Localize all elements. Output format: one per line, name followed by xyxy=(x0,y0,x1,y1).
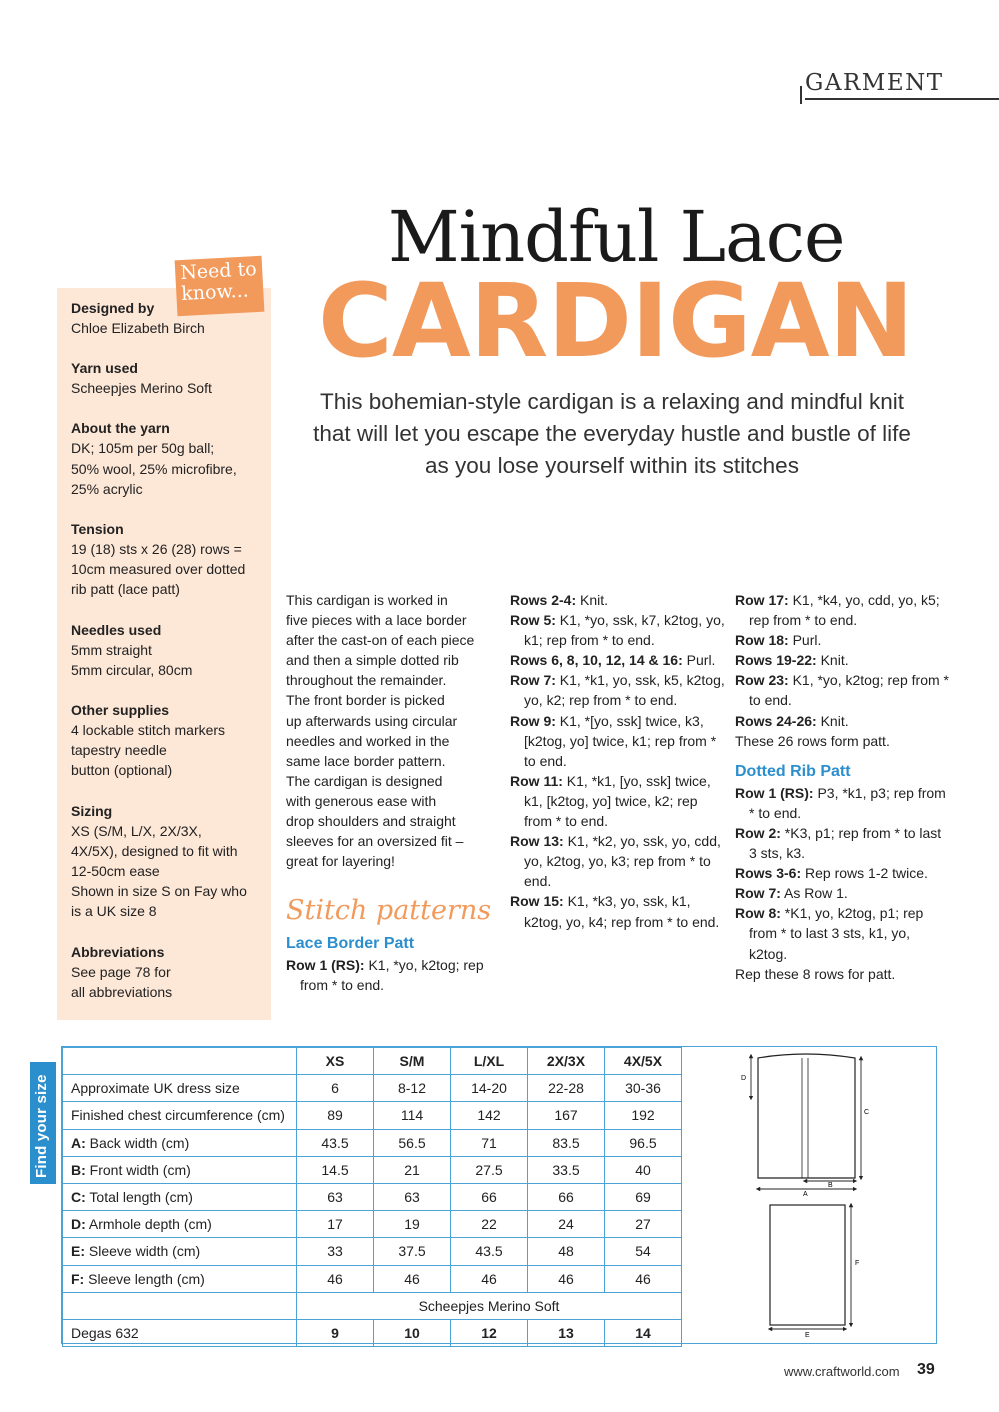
paragraph-line: The front border is picked xyxy=(286,692,445,709)
paragraph-line: with generous ease with xyxy=(286,792,437,809)
find-your-size-label: Find your size xyxy=(33,1074,50,1178)
measurement-value: 22 xyxy=(451,1211,528,1238)
info-line: Scheepjes Merino Soft xyxy=(71,380,212,397)
measurement-label xyxy=(63,1238,297,1265)
measurement-value: 40 xyxy=(605,1156,682,1183)
row-label: Row 9: xyxy=(510,712,556,729)
pattern-row xyxy=(510,711,725,771)
info-block xyxy=(71,418,271,499)
dotted-rib-rows xyxy=(735,783,950,964)
info-block xyxy=(71,519,271,600)
measurement-value: 24 xyxy=(528,1211,605,1238)
info-block xyxy=(71,801,271,922)
pattern-row xyxy=(510,610,725,650)
info-block xyxy=(71,700,271,781)
label-b: B xyxy=(828,1182,833,1189)
measurement-name: Front width (cm) xyxy=(85,1161,191,1178)
measurement-label xyxy=(63,1156,297,1183)
measurement-value: 17 xyxy=(297,1211,374,1238)
measurement-value: 22-28 xyxy=(528,1075,605,1102)
measurement-value: 63 xyxy=(297,1183,374,1210)
info-line: 5mm circular, 80cm xyxy=(71,661,193,678)
stitch-patterns-heading: Stitch patterns xyxy=(286,895,492,927)
measurement-value: 46 xyxy=(297,1265,374,1292)
measurement-value: 48 xyxy=(528,1238,605,1265)
measurement-value: 33.5 xyxy=(528,1156,605,1183)
measurement-value: 69 xyxy=(605,1183,682,1210)
ball-count: 14 xyxy=(605,1319,682,1346)
info-heading: Tension xyxy=(71,521,124,538)
pattern-row xyxy=(735,590,950,630)
measurement-name: Approximate UK dress size xyxy=(71,1080,240,1097)
dotted-rib-heading: Dotted Rib Patt xyxy=(735,762,851,780)
row-instruction: Knit. xyxy=(816,652,849,669)
lace-note: These 26 rows form patt. xyxy=(735,732,890,749)
pattern-row xyxy=(510,831,725,891)
info-line: DK; 105m per 50g ball; xyxy=(71,440,215,457)
paragraph-line: needles and worked in the xyxy=(286,732,450,749)
label-c: C xyxy=(864,1109,870,1116)
title-line-1: Mindful Lace xyxy=(388,196,845,278)
lace-rows-part-1 xyxy=(286,955,496,995)
sleeve-piece-outline xyxy=(770,1205,845,1325)
paragraph-line: The cardigan is designed xyxy=(286,772,443,789)
pattern-row xyxy=(735,670,950,710)
measurement-value: 27 xyxy=(605,1211,682,1238)
measurement-label xyxy=(63,1102,297,1129)
measurement-label xyxy=(63,1075,297,1102)
measurement-value: 21 xyxy=(374,1156,451,1183)
info-line: See page 78 for xyxy=(71,963,171,980)
badge-line-2: know... xyxy=(180,279,250,305)
title-line-2: CARDIGAN xyxy=(318,262,913,381)
shade-row xyxy=(63,1319,682,1346)
row-label: Row 8: xyxy=(735,905,781,922)
info-line: is a UK size 8 xyxy=(71,903,157,920)
info-line: rib patt (lace patt) xyxy=(71,581,180,598)
info-block xyxy=(71,942,271,1002)
yarn-name: Scheepjes Merino Soft xyxy=(297,1292,682,1319)
pattern-row xyxy=(510,891,725,931)
measurement-value: 8-12 xyxy=(374,1075,451,1102)
row-label: Row 1 (RS): xyxy=(735,784,814,801)
measurement-value: 71 xyxy=(451,1129,528,1156)
row-instruction: Purl. xyxy=(788,632,822,649)
row-instruction: K1, *k1, yo, ssk, k5, k2tog, yo, k2; rep from * to end. xyxy=(524,672,725,709)
size-table xyxy=(62,1047,682,1347)
row-instruction: Purl. xyxy=(682,652,716,669)
pattern-row xyxy=(735,783,950,823)
row-instruction: K1, *k4, yo, cdd, yo, k5; rep from * to end. xyxy=(749,592,940,629)
measurement-value: 43.5 xyxy=(297,1129,374,1156)
row-instruction: Rep rows 1-2 twice. xyxy=(801,865,928,882)
paragraph-line: up afterwards using circular xyxy=(286,712,458,729)
ball-count: 13 xyxy=(528,1319,605,1346)
size-header: XS xyxy=(297,1048,374,1075)
find-your-size-tab xyxy=(30,1062,56,1184)
row-instruction: K1, *yo, k2tog; rep from * to end. xyxy=(749,672,949,709)
measurement-value: 14.5 xyxy=(297,1156,374,1183)
label-e: E xyxy=(805,1332,810,1339)
info-heading: Needles used xyxy=(71,621,162,638)
size-header: L/XL xyxy=(451,1048,528,1075)
measurement-value: 37.5 xyxy=(374,1238,451,1265)
body-piece-outline xyxy=(758,1054,855,1178)
measurement-value: 192 xyxy=(605,1102,682,1129)
measurement-value: 46 xyxy=(374,1265,451,1292)
measurement-key: C: xyxy=(71,1189,86,1206)
measurement-key: F: xyxy=(71,1270,85,1287)
measurement-name: Sleeve width (cm) xyxy=(85,1243,201,1260)
measurement-value: 96.5 xyxy=(605,1129,682,1156)
row-label: Row 18: xyxy=(735,632,789,649)
pattern-row xyxy=(510,771,725,831)
body-column-1 xyxy=(286,590,496,996)
info-heading: Sizing xyxy=(71,802,113,819)
lace-rows-part-2 xyxy=(510,590,725,932)
measurement-value: 66 xyxy=(451,1183,528,1210)
garment-schematic xyxy=(735,1048,935,1342)
info-line: 4X/5X), designed to fit with xyxy=(71,842,238,859)
row-instruction: As Row 1. xyxy=(780,885,848,902)
row-label: Row 5: xyxy=(510,612,556,629)
table-row xyxy=(63,1156,682,1183)
measurement-value: 89 xyxy=(297,1102,374,1129)
measurement-value: 14-20 xyxy=(451,1075,528,1102)
section-rule-vertical xyxy=(800,86,802,104)
measurement-name: Armhole depth (cm) xyxy=(85,1216,212,1233)
row-label: Rows 2-4: xyxy=(510,592,577,608)
pattern-row xyxy=(510,650,725,670)
label-a: A xyxy=(803,1191,808,1198)
paragraph-line: great for layering! xyxy=(286,853,395,870)
lace-border-heading: Lace Border Patt xyxy=(286,935,415,953)
info-line: 4 lockable stitch markers xyxy=(71,722,226,739)
measurement-key: B: xyxy=(71,1161,86,1178)
table-row xyxy=(63,1265,682,1292)
table-row xyxy=(63,1211,682,1238)
info-heading: About the yarn xyxy=(71,420,170,437)
ball-count: 10 xyxy=(374,1319,451,1346)
row-label: Rows 6, 8, 10, 12, 14 & 16: xyxy=(510,652,683,669)
info-line: button (optional) xyxy=(71,762,173,779)
info-heading: Designed by xyxy=(71,300,155,316)
pattern-row xyxy=(735,863,950,883)
ball-count: 9 xyxy=(297,1319,374,1346)
measurement-value: 43.5 xyxy=(451,1238,528,1265)
paragraph-line: sleeves for an oversized fit – xyxy=(286,833,464,850)
paragraph-line: drop shoulders and straight xyxy=(286,813,456,830)
row-instruction: Knit. xyxy=(816,712,849,729)
badge-line-1: Need to xyxy=(179,258,258,285)
table-row xyxy=(63,1075,682,1102)
row-label: Row 13: xyxy=(510,833,564,850)
need-to-know-panel xyxy=(57,288,271,1020)
need-to-know-badge xyxy=(175,256,265,316)
info-line: 5mm straight xyxy=(71,641,152,658)
row-instruction: K1, *k3, yo, ssk, k1, k2tog, yo, k4; rep from * to end. xyxy=(524,893,720,930)
dotted-note: Rep these 8 rows for patt. xyxy=(735,965,896,982)
row-label: Row 15: xyxy=(510,893,564,910)
label-d: D xyxy=(741,1075,747,1082)
info-line: 50% wool, 25% microfibre, xyxy=(71,460,237,477)
pattern-row xyxy=(735,711,950,731)
info-heading: Abbreviations xyxy=(71,943,165,960)
row-instruction: K1, *yo, ssk, k7, k2tog, yo, k1; rep from * to end. xyxy=(524,612,725,649)
measurement-value: 114 xyxy=(374,1102,451,1129)
row-label: Row 11: xyxy=(510,772,563,789)
row-label: Rows 3-6: xyxy=(735,865,802,882)
info-line: Shown in size S on Fay who xyxy=(71,883,247,900)
measurement-name: Finished chest circumference (cm) xyxy=(71,1107,285,1124)
size-header: 4X/5X xyxy=(605,1048,682,1075)
row-label: Row 2: xyxy=(735,824,781,841)
pattern-row xyxy=(735,823,950,863)
paragraph-line: five pieces with a lace border xyxy=(286,612,467,629)
label-f: F xyxy=(855,1260,860,1267)
measurement-value: 19 xyxy=(374,1211,451,1238)
info-line: XS (S/M, L/X, 2X/3X, xyxy=(71,822,202,839)
paragraph-line: after the cast-on of each piece xyxy=(286,632,475,649)
measurement-label xyxy=(63,1183,297,1210)
pattern-row xyxy=(286,955,496,995)
size-header: S/M xyxy=(374,1048,451,1075)
measurement-value: 142 xyxy=(451,1102,528,1129)
row-label: Rows 24-26: xyxy=(735,712,817,729)
body-column-2 xyxy=(510,590,725,932)
footer-url: www.craftworld.com xyxy=(784,1364,900,1379)
section-rule xyxy=(805,98,999,100)
measurement-value: 6 xyxy=(297,1075,374,1102)
table-header-row xyxy=(63,1048,682,1075)
row-instruction: *K3, p1; rep from * to last 3 sts, k3. xyxy=(749,824,942,862)
measurement-value: 46 xyxy=(451,1265,528,1292)
row-label: Row 7: xyxy=(510,672,556,689)
info-block xyxy=(71,358,271,398)
info-line: 25% acrylic xyxy=(71,480,143,497)
pattern-row xyxy=(735,883,950,903)
row-instruction: K1, *[yo, ssk] twice, k3, [k2tog, yo] twice, k1; rep from * to end. xyxy=(524,712,717,769)
measurement-key: E: xyxy=(71,1243,85,1260)
paragraph-line: same lace border pattern. xyxy=(286,752,446,769)
measurement-value: 83.5 xyxy=(528,1129,605,1156)
measurement-name: Total length (cm) xyxy=(85,1189,193,1206)
info-heading: Yarn used xyxy=(71,360,138,377)
row-instruction: K1, *k2, yo, ssk, yo, cdd, yo, k2tog, yo, k3; rep from * to end. xyxy=(524,833,721,890)
measurement-label xyxy=(63,1211,297,1238)
measurement-label xyxy=(63,1265,297,1292)
row-instruction: K1, *k1, [yo, ssk] twice, k1, [k2tog, yo] twice, k2; rep from * to end. xyxy=(524,772,711,830)
measurement-value: 56.5 xyxy=(374,1129,451,1156)
page-number: 39 xyxy=(917,1361,935,1378)
info-line: 10cm measured over dotted xyxy=(71,561,246,578)
measurement-value: 63 xyxy=(374,1183,451,1210)
row-instruction: K1, *yo, k2tog; rep from * to end. xyxy=(300,957,484,994)
measurement-value: 66 xyxy=(528,1183,605,1210)
table-row xyxy=(63,1129,682,1156)
paragraph-line: This cardigan is worked in xyxy=(286,592,448,608)
table-row xyxy=(63,1238,682,1265)
pattern-row xyxy=(510,590,725,610)
row-label: Rows 19-22: xyxy=(735,652,817,669)
size-header: 2X/3X xyxy=(528,1048,605,1075)
row-label: Row 17: xyxy=(735,592,789,608)
row-label: Row 7: xyxy=(735,885,781,902)
body-column-3 xyxy=(735,590,950,984)
measurement-value: 27.5 xyxy=(451,1156,528,1183)
row-instruction: *K1, yo, k2tog, p1; rep from * to last 3 sts, k1, yo, k2tog. xyxy=(749,905,924,962)
row-label: Row 1 (RS): xyxy=(286,957,365,974)
info-line: 12-50cm ease xyxy=(71,863,160,880)
shade-label: Degas 632 xyxy=(63,1319,297,1346)
intro-standfirst: This bohemian-style cardigan is a relaxing and mindful knit that will let you escape the everyday hustle and bustle of life as you lose yourself within its stitches xyxy=(313,389,911,478)
paragraph-line: and then a simple dotted rib xyxy=(286,652,459,669)
pattern-row xyxy=(735,650,950,670)
measurement-name: Back width (cm) xyxy=(85,1134,190,1151)
header-blank xyxy=(63,1048,297,1075)
section-label: GARMENT xyxy=(805,70,944,96)
yarn-row xyxy=(63,1292,682,1319)
measurement-value: 46 xyxy=(528,1265,605,1292)
row-instruction: Knit. xyxy=(576,592,609,608)
measurement-key: A: xyxy=(71,1134,86,1151)
row-label: Row 23: xyxy=(735,672,789,689)
table-row xyxy=(63,1102,682,1129)
yarn-row-blank xyxy=(63,1292,297,1319)
paragraph-line: throughout the remainder. xyxy=(286,672,447,689)
measurement-label xyxy=(63,1129,297,1156)
measurement-name: Sleeve length (cm) xyxy=(84,1270,205,1287)
table-row xyxy=(63,1183,682,1210)
info-line: Chloe Elizabeth Birch xyxy=(71,320,205,336)
measurement-value: 46 xyxy=(605,1265,682,1292)
measurement-key: D: xyxy=(71,1216,86,1233)
info-line: 19 (18) sts x 26 (28) rows = xyxy=(71,541,242,558)
measurement-value: 54 xyxy=(605,1238,682,1265)
measurement-value: 167 xyxy=(528,1102,605,1129)
measurement-value: 33 xyxy=(297,1238,374,1265)
intro-paragraph xyxy=(286,590,496,871)
pattern-row xyxy=(735,903,950,963)
pattern-row xyxy=(510,670,725,710)
lace-rows-part-3 xyxy=(735,590,950,731)
info-line: tapestry needle xyxy=(71,742,167,759)
ball-count: 12 xyxy=(451,1319,528,1346)
info-line: all abbreviations xyxy=(71,983,173,1000)
pattern-row xyxy=(735,630,950,650)
info-block xyxy=(71,620,271,680)
info-heading: Other supplies xyxy=(71,702,170,719)
row-instruction: P3, *k1, p3; rep from * to end. xyxy=(749,784,946,821)
measurement-value: 30-36 xyxy=(605,1075,682,1102)
